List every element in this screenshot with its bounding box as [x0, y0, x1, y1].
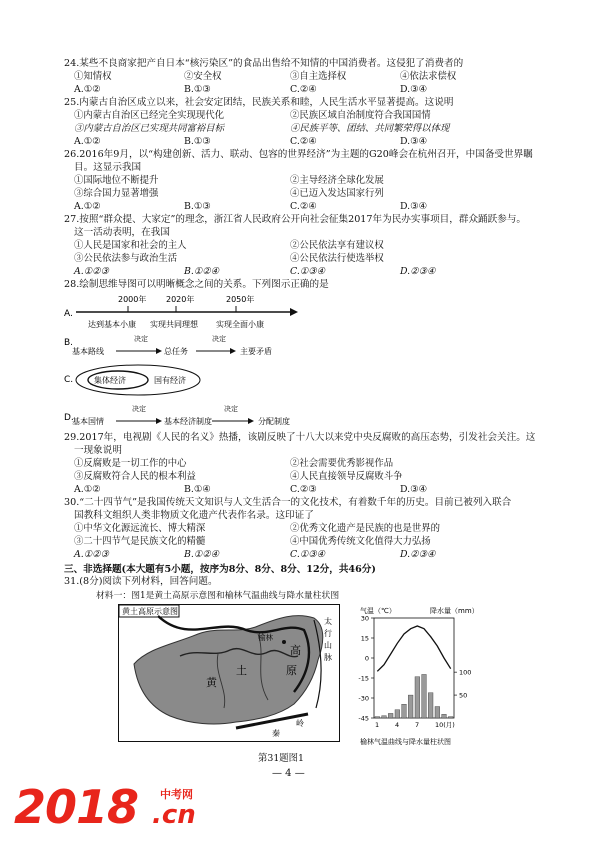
ellipse-label-outer: 国有经济: [154, 376, 186, 385]
answer-choice: B.①②④: [184, 266, 220, 277]
answer-choice: A.①②: [74, 84, 101, 95]
chain-node: 主要矛盾: [240, 347, 272, 356]
y2-tick-label: 100: [459, 668, 472, 677]
precip-bar: [422, 674, 427, 718]
precip-bar: [435, 707, 440, 718]
x-tick-label: 4: [395, 721, 400, 729]
y-tick-label: -15: [358, 674, 369, 683]
option: ①人民是国家和社会的主人: [74, 240, 187, 251]
arrow-label: 决定: [134, 335, 148, 343]
precip-bar: [375, 717, 380, 718]
option: ①中华文化源远流长、博大精深: [74, 523, 206, 534]
figure-caption: 第31题图1: [258, 753, 305, 764]
option: ②民族区域自治制度符合我国国情: [290, 110, 431, 121]
option: ①内蒙古自治区已经完全实现现代化: [74, 110, 225, 121]
timeline-label: 达到基本小康: [88, 320, 136, 329]
option: ③公民依法参与政治生活: [74, 253, 178, 264]
map-label: 秦: [272, 729, 280, 738]
q29-options: [74, 458, 544, 498]
watermark-domain: .cn: [152, 800, 196, 830]
map-label: 黄: [206, 676, 217, 689]
answer-choice: D.③④: [400, 84, 427, 95]
timeline-year: 2050年: [226, 295, 255, 304]
option: ③自主选择权: [290, 71, 347, 82]
x-tick-label: 7: [415, 721, 420, 729]
option-label-a: A.: [64, 309, 73, 319]
temperature-line: [377, 626, 450, 671]
chain-node: 基本路线: [72, 347, 104, 356]
map-title: 黄土高原示意图: [122, 607, 178, 616]
q24-options: [74, 71, 544, 97]
answer-choice: B.①③: [184, 201, 211, 212]
x-tick-label: 1: [375, 721, 380, 729]
y-right-label: 降水量（mm）: [430, 607, 479, 615]
page-number: — 4 —: [272, 768, 305, 779]
precip-bar: [415, 677, 420, 718]
answer-choice: D.②③④: [400, 266, 436, 277]
q26-options: [74, 175, 544, 215]
answer-choice: A.①②: [74, 136, 101, 147]
option-label-b: B.: [64, 338, 74, 348]
watermark-logo: 2018: [14, 780, 139, 834]
answer-choice: D.③④: [400, 136, 427, 147]
q29-stem-cont: 一现象说明: [74, 445, 122, 456]
map-label: 山: [324, 641, 332, 650]
precip-bar: [408, 695, 413, 718]
chart-caption: 榆林气温曲线与降水量柱状图: [360, 738, 451, 746]
answer-choice: C.①③④: [290, 549, 326, 560]
answer-choice: C.①③④: [290, 266, 326, 277]
q25-stem: 25.内蒙古自治区成立以来，社会安定团结，民族关系和睦，人民生活水平显著提高。这说明: [64, 97, 454, 108]
option-label-c: C.: [64, 375, 74, 385]
loess-plateau-map: [118, 604, 340, 742]
option: ①知情权: [74, 71, 112, 82]
option: ④依法求偿权: [400, 71, 457, 82]
option: ②社会需要优秀影视作品: [290, 458, 394, 469]
map-label: 榆林: [258, 633, 273, 642]
chain-node: 基本经济制度: [164, 417, 212, 426]
q31-material: 材料一：图1是黄土高原示意图和榆林气温曲线与降水量柱状图: [96, 591, 340, 601]
timeline-year: 2020年: [166, 295, 195, 304]
arrow-label: 决定: [132, 405, 146, 413]
precip-bar: [382, 716, 387, 718]
map-label: 高: [290, 644, 301, 657]
option: ④公民依法行使选举权: [290, 253, 384, 264]
option: ③反腐败符合人民的根本利益: [74, 471, 196, 482]
answer-choice: D.③④: [400, 484, 427, 495]
x-tick-label: 10(月): [435, 721, 455, 729]
arrow-label: 决定: [212, 335, 226, 343]
yulin-point-icon: [282, 640, 286, 644]
q31-stem: 31.(8分)阅读下列材料，回答问题。: [64, 576, 218, 587]
option: ②安全权: [184, 71, 222, 82]
q24-stem: 24.某些不良商家把产自日本“核污染区”的食品出售给不知情的中国消费者。这侵犯了消费者的: [64, 58, 464, 69]
timeline-year: 2000年: [118, 295, 147, 304]
map-label: 太: [324, 617, 332, 626]
chain-node: 总任务: [164, 347, 188, 356]
option: ②优秀文化遗产是民族的也是世界的: [290, 523, 441, 534]
option: ②公民依法享有建议权: [290, 240, 384, 251]
q30-stem-cont: 国教科文组织人类非物质文化遗产代表作名录。这印证了: [74, 510, 314, 521]
option: ③二十四节气是民族文化的精髓: [74, 536, 206, 547]
answer-choice: B.①④: [184, 484, 211, 495]
map-label: 土: [236, 664, 247, 677]
plot-frame: [374, 618, 454, 718]
q27-stem-cont: 这一活动表明，在我国: [74, 227, 170, 238]
q29-stem: 29.2017年，电视剧《人民的名义》热播，该剧反映了十八大以来党中央反腐败的高压态势，引发社会关注。这: [64, 432, 536, 443]
precip-bar: [388, 713, 393, 718]
option: ④已迈入发达国家行列: [290, 188, 384, 199]
answer-choice: C.②④: [290, 201, 317, 212]
y-left-label: 气温（℃）: [360, 607, 396, 615]
ellipse-label-inner: 集体经济: [94, 376, 126, 385]
y-tick-label: 0: [364, 654, 369, 663]
answer-choice: C.②④: [290, 84, 317, 95]
q25-options: [74, 110, 544, 150]
answer-choice: A.①②③: [74, 266, 109, 277]
arrow-head-icon: [156, 418, 162, 424]
option: ④人民直接领导反腐败斗争: [290, 471, 403, 482]
y-tick-label: -45: [358, 714, 369, 723]
precip-bar: [448, 717, 453, 718]
climate-chart: [352, 604, 492, 750]
option-label-d: D.: [64, 413, 74, 423]
arrow-head-icon: [290, 308, 298, 316]
option: ②主导经济全球化发展: [290, 175, 384, 186]
precip-bar: [428, 693, 433, 718]
chain-node: 分配制度: [258, 417, 290, 426]
answer-choice: C.②③: [290, 484, 317, 495]
precip-bar: [402, 704, 407, 718]
watermark-site: 中考网: [160, 788, 193, 801]
q28-diagrams: [64, 292, 384, 432]
answer-choice: C.②④: [290, 136, 317, 147]
answer-choice: B.①②④: [184, 549, 220, 560]
option: ①国际地位不断提升: [74, 175, 159, 186]
answer-choice: A.①②③: [74, 549, 109, 560]
arrow-head-icon: [156, 348, 162, 354]
answer-choice: B.①③: [184, 84, 211, 95]
y-tick-label: 15: [360, 634, 369, 643]
option: ③内蒙古自治区已实现共同富裕目标: [74, 123, 225, 134]
option: ③综合国力显著增强: [74, 188, 159, 199]
map-label: 岭: [296, 719, 304, 728]
arrow-head-icon: [230, 348, 236, 354]
chain-node: 基本国情: [72, 417, 104, 426]
precip-bar: [395, 710, 400, 718]
q30-options: [74, 523, 544, 563]
option: ④民族平等、团结、共同繁荣得以体现: [290, 123, 450, 134]
answer-choice: A.①②: [74, 201, 101, 212]
answer-choice: B.①③: [184, 136, 211, 147]
q27-stem: 27.按照“群众提、大家定”的理念，浙江省人民政府公开向社会征集2017年为民办实事项目，群众踊跃参与。: [64, 214, 527, 225]
map-label: 原: [286, 664, 297, 677]
precip-bar: [442, 714, 447, 718]
answer-choice: D.②③④: [400, 549, 436, 560]
timeline-label: 实现共同理想: [150, 320, 198, 329]
y-tick-label: 30: [360, 614, 369, 623]
option: ①反腐败是一切工作的中心: [74, 458, 187, 469]
answer-choice: A.①②: [74, 484, 101, 495]
arrow-head-icon: [248, 418, 254, 424]
map-label: 行: [324, 629, 332, 638]
y2-tick-label: 50: [459, 691, 468, 700]
option: ④中国优秀传统文化值得大力弘扬: [290, 536, 431, 547]
section-heading: 三、非选择题(本大题有5小题，按序为8分、8分、8分、12分，共46分): [64, 564, 376, 575]
y-tick-label: -30: [358, 694, 369, 703]
q28-stem: 28.绘制思维导图可以明晰概念之间的关系。下列图示正确的是: [64, 279, 329, 290]
answer-choice: D.③④: [400, 201, 427, 212]
q26-stem: 26.2016年9月，以“构建创新、活力、联动、包容的世界经济”为主题的G20峰会在杭州召开，中国备受世界瞩: [64, 149, 533, 160]
map-label: 脉: [324, 653, 332, 662]
timeline-label: 实现全面小康: [216, 320, 264, 329]
q27-options: [74, 240, 544, 280]
arrow-label: 决定: [224, 405, 238, 413]
q30-stem: 30.“二十四节气”是我国传统天文知识与人文生活合一的文化技术，有着数千年的历史。目前已被列入联合: [64, 497, 512, 508]
q26-stem-cont: 目。这显示我国: [74, 162, 142, 173]
